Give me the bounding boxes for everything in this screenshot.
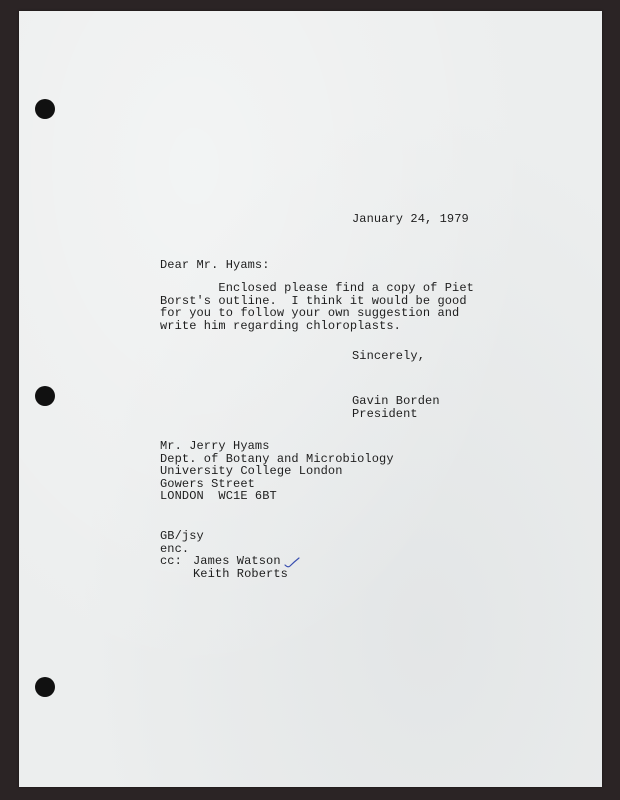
enclosure-note: enc. [160,541,190,556]
body-line: Enclosed please find a copy of Piet [160,281,474,295]
body-line: Borst's outline. I think it would be good [160,293,467,308]
cc-name: Keith Roberts [193,566,288,581]
salutation: Dear Mr. Hyams: [160,258,270,272]
recipient-line: Mr. Jerry Hyams [160,439,270,453]
check-mark-icon [284,557,300,569]
typist-initials: GB/jsy [160,529,204,543]
cc-name: James Watson [193,554,281,568]
recipient-line: LONDON WC1E 6BT [160,489,277,503]
letter-date: January 24, 1979 [352,212,469,226]
body-line: for you to follow your own suggestion and [160,306,460,320]
punch-hole [35,386,55,406]
punch-hole [35,677,55,697]
recipient-line: Dept. of Botany and Microbiology [160,451,394,466]
signer-name: Gavin Borden [352,394,440,408]
recipient-line: Gowers Street [160,476,255,491]
body-line: write him regarding chloroplasts. [160,318,401,333]
punch-hole [35,99,55,119]
recipient-line: University College London [160,464,343,478]
closing: Sincerely, [352,349,426,363]
signer-title: President [352,406,418,421]
cc-label: cc: [160,554,182,568]
letter-page [19,11,602,787]
